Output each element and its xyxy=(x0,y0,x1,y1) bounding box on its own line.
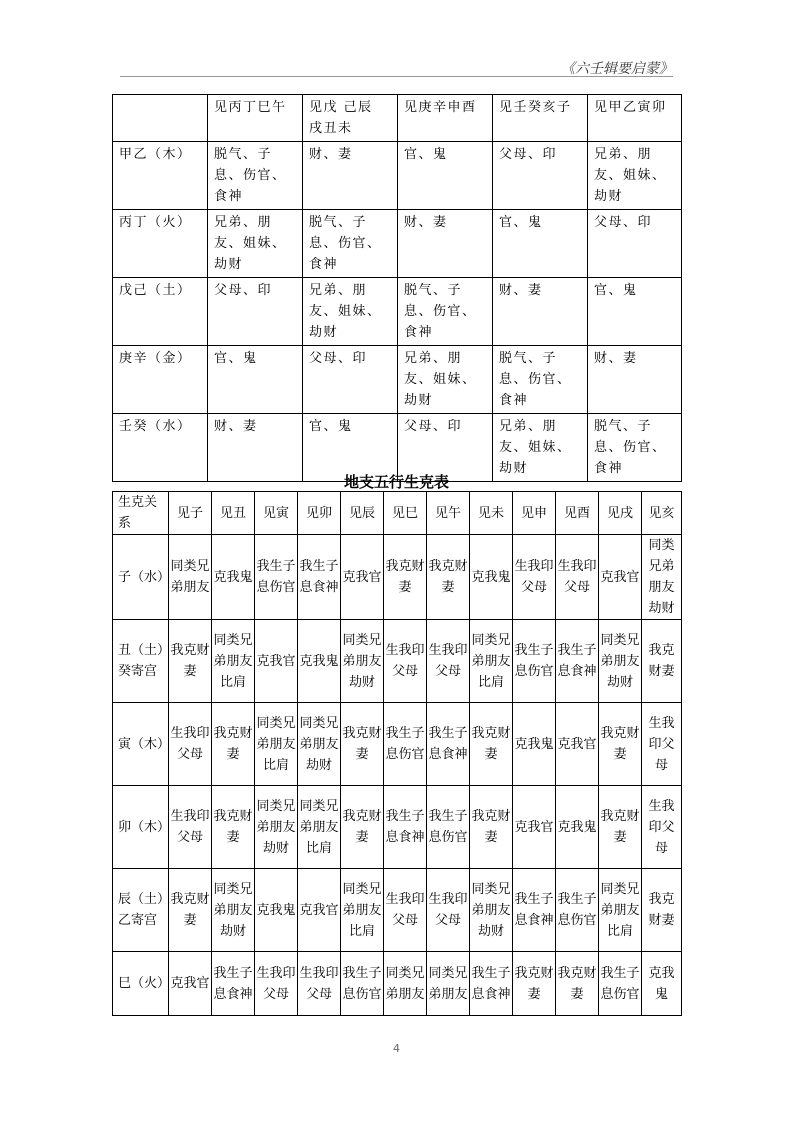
table2-cell: 同类兄弟朋友比肩 xyxy=(255,703,298,786)
table1-cell: 父母、印 xyxy=(493,142,588,210)
table2-cell: 生我印父母 xyxy=(384,620,427,703)
table2-cell: 同类兄弟朋友劫财 xyxy=(470,869,513,952)
table1-row-label: 戊己（土） xyxy=(113,278,208,346)
table2-cell: 我生子息伤官 xyxy=(427,786,470,869)
table2-cell: 生我印父母 xyxy=(384,869,427,952)
table-row xyxy=(113,952,682,1016)
table2-cell: 我生子息食神 xyxy=(427,703,470,786)
table2-cell: 同类兄弟朋友劫财 xyxy=(599,620,642,703)
table-row xyxy=(113,620,682,703)
table2-cell: 我生子息伤官 xyxy=(255,535,298,620)
table2-cell: 我克财妻 xyxy=(384,535,427,620)
table2-cell: 同类兄弟朋友 xyxy=(427,952,470,1016)
table2-cell: 生我印父母 xyxy=(255,952,298,1016)
table2-cell: 我克财妻 xyxy=(341,703,384,786)
table2-cell: 我生子息食神 xyxy=(470,952,513,1016)
table2-cell: 克我官 xyxy=(298,869,341,952)
table2-column-header: 生克关系 xyxy=(113,492,169,535)
table1-column-header: 见戊 己辰 戌丑未 xyxy=(303,95,398,142)
table2-cell: 克我鬼 xyxy=(298,620,341,703)
table2-cell: 克我官 xyxy=(556,703,599,786)
table2-cell: 我生子息食神 xyxy=(212,952,255,1016)
table2-cell: 我生子息伤官 xyxy=(513,620,556,703)
table1-cell: 财、妻 xyxy=(208,414,303,482)
table2-cell: 生我印父母 xyxy=(556,535,599,620)
table2-cell: 同类兄弟朋友 xyxy=(169,535,212,620)
table2-cell: 同类兄弟朋友劫财 xyxy=(341,620,384,703)
table2-cell: 克我鬼 xyxy=(255,869,298,952)
table2-cell: 生我印父母 xyxy=(169,703,212,786)
table2-row-label: 寅（木） xyxy=(113,703,169,786)
table2-cell: 生我印父母 xyxy=(169,786,212,869)
table2-row-label: 辰（土）乙寄宫 xyxy=(113,869,169,952)
table1-cell: 财、妻 xyxy=(303,142,398,210)
table1-cell: 官、鬼 xyxy=(398,142,493,210)
table2-row-label: 丑（土）癸寄宫 xyxy=(113,620,169,703)
table2-cell: 同类兄弟朋友劫财 xyxy=(298,703,341,786)
table1-cell: 兄弟、朋友、姐妹、劫财 xyxy=(493,414,588,482)
table2-cell: 同类兄弟朋友比肩 xyxy=(212,620,255,703)
table2-row-label: 卯（木） xyxy=(113,786,169,869)
table2-cell: 同类兄弟朋友 xyxy=(384,952,427,1016)
table1-cell: 脱气、子息、伤官、食神 xyxy=(303,210,398,278)
table2-row-label: 巳（火） xyxy=(113,952,169,1016)
table2-cell: 我生子息食神 xyxy=(513,869,556,952)
table2-cell: 同类兄弟朋友劫财 xyxy=(255,786,298,869)
table2-cell: 克我官 xyxy=(599,535,642,620)
table1-column-header: 见丙丁巳午 xyxy=(208,95,303,142)
table-row xyxy=(113,535,682,620)
table2-cell: 克我官 xyxy=(169,952,212,1016)
table2-cell: 我克财妻 xyxy=(642,620,682,703)
table2-cell: 生我印父母 xyxy=(427,620,470,703)
table1-row-label: 丙丁（火） xyxy=(113,210,208,278)
table1-cell: 父母、印 xyxy=(398,414,493,482)
table2-cell: 克我官 xyxy=(513,786,556,869)
table2-cell: 我克财妻 xyxy=(642,869,682,952)
table2-cell: 我克财妻 xyxy=(212,703,255,786)
table2-cell: 我克财妻 xyxy=(599,703,642,786)
table2-column-header: 见子 xyxy=(169,492,212,535)
table2-column-header: 见未 xyxy=(470,492,513,535)
table1-cell: 官、鬼 xyxy=(588,278,682,346)
table1-cell: 官、鬼 xyxy=(303,414,398,482)
table2-column-header: 见丑 xyxy=(212,492,255,535)
table2-cell: 我生子息食神 xyxy=(298,535,341,620)
table-row xyxy=(113,278,682,346)
table2-cell: 同类兄弟朋友劫财 xyxy=(642,535,682,620)
table2-header-row xyxy=(113,492,682,535)
table1-cell: 财、妻 xyxy=(398,210,493,278)
header-rule xyxy=(120,76,673,77)
table2-cell: 我克财妻 xyxy=(470,786,513,869)
table2-cell: 我克财妻 xyxy=(212,786,255,869)
table-row xyxy=(113,210,682,278)
table-row xyxy=(113,869,682,952)
table2-column-header: 见酉 xyxy=(556,492,599,535)
table2-cell: 克我鬼 xyxy=(642,952,682,1016)
table1-cell: 兄弟、朋友、姐妹、劫财 xyxy=(398,346,493,414)
table2-column-header: 见巳 xyxy=(384,492,427,535)
dizhi-shengke-table xyxy=(112,491,682,1016)
table2-cell: 我克财妻 xyxy=(513,952,556,1016)
table-row xyxy=(113,142,682,210)
table1-cell: 财、妻 xyxy=(493,278,588,346)
table2-cell: 我生子息伤官 xyxy=(556,869,599,952)
table2-cell: 我克财妻 xyxy=(169,869,212,952)
table1-column-header xyxy=(113,95,208,142)
table2-cell: 克我官 xyxy=(341,535,384,620)
table2-cell: 克我鬼 xyxy=(556,786,599,869)
table2-column-header: 见戌 xyxy=(599,492,642,535)
table1-row-label: 甲乙（木） xyxy=(113,142,208,210)
table2-column-header: 见申 xyxy=(513,492,556,535)
table1-cell: 脱气、子息、伤官、食神 xyxy=(208,142,303,210)
table2-cell: 我克财妻 xyxy=(470,703,513,786)
table2-column-header: 见辰 xyxy=(341,492,384,535)
table-row xyxy=(113,346,682,414)
table2-cell: 我克财妻 xyxy=(427,535,470,620)
table2-cell: 我生子息伤官 xyxy=(341,952,384,1016)
table2-cell: 同类兄弟朋友比肩 xyxy=(470,620,513,703)
table1-header-row xyxy=(113,95,682,142)
tiangan-wuxing-table xyxy=(112,94,682,482)
table2-cell: 生我印父母 xyxy=(642,703,682,786)
table2-cell: 同类兄弟朋友比肩 xyxy=(599,869,642,952)
table2-cell: 生我印父母 xyxy=(513,535,556,620)
page-number: 4 xyxy=(393,1042,400,1055)
table2-column-header: 见寅 xyxy=(255,492,298,535)
table2-cell: 生我印父母 xyxy=(298,952,341,1016)
table2-cell: 生我印父母 xyxy=(427,869,470,952)
table2-row-label: 子（水） xyxy=(113,535,169,620)
table1-row-label: 庚辛（金） xyxy=(113,346,208,414)
table-row xyxy=(113,703,682,786)
table1-cell: 官、鬼 xyxy=(208,346,303,414)
table1-cell: 父母、印 xyxy=(303,346,398,414)
table2-title: 地支五行生克表 xyxy=(343,473,449,491)
table1-row-label: 壬癸（水） xyxy=(113,414,208,482)
table2-cell: 克我鬼 xyxy=(212,535,255,620)
table1-column-header: 见庚辛申酉 xyxy=(398,95,493,142)
table2-cell: 生我印父母 xyxy=(642,786,682,869)
table2-cell: 我克财妻 xyxy=(556,952,599,1016)
table2-cell: 我生子息食神 xyxy=(556,620,599,703)
table1-column-header: 见壬癸亥子 xyxy=(493,95,588,142)
table2-cell: 同类兄弟朋友劫财 xyxy=(212,869,255,952)
table2-cell: 我克财妻 xyxy=(341,786,384,869)
table2-cell: 我克财妻 xyxy=(169,620,212,703)
table2-cell: 克我鬼 xyxy=(470,535,513,620)
running-header-title: 《六壬辑要启蒙》 xyxy=(561,61,673,77)
table1-cell: 财、妻 xyxy=(588,346,682,414)
table1-cell: 脱气、子息、伤官、食神 xyxy=(588,414,682,482)
table1-cell: 官、鬼 xyxy=(493,210,588,278)
table-row xyxy=(113,786,682,869)
table1-cell: 父母、印 xyxy=(208,278,303,346)
table1-cell: 父母、印 xyxy=(588,210,682,278)
table2-cell: 我生子息伤官 xyxy=(599,952,642,1016)
table2-cell: 克我鬼 xyxy=(513,703,556,786)
table1-cell: 兄弟、朋友、姐妹、劫财 xyxy=(303,278,398,346)
table1-column-header: 见甲乙寅卯 xyxy=(588,95,682,142)
table1-cell: 脱气、子息、伤官、食神 xyxy=(398,278,493,346)
table2-cell: 克我官 xyxy=(255,620,298,703)
table2-column-header: 见亥 xyxy=(642,492,682,535)
table1-cell: 兄弟、朋友、姐妹、劫财 xyxy=(208,210,303,278)
table2-cell: 同类兄弟朋友比肩 xyxy=(298,786,341,869)
table2-cell: 我生子息伤官 xyxy=(384,703,427,786)
table2-cell: 我克财妻 xyxy=(599,786,642,869)
table2-cell: 我生子息食神 xyxy=(384,786,427,869)
table2-column-header: 见卯 xyxy=(298,492,341,535)
table1-cell: 脱气、子息、伤官、食神 xyxy=(493,346,588,414)
table1-cell: 兄弟、朋友、姐妹、劫财 xyxy=(588,142,682,210)
table2-column-header: 见午 xyxy=(427,492,470,535)
table2-cell: 同类兄弟朋友比肩 xyxy=(341,869,384,952)
